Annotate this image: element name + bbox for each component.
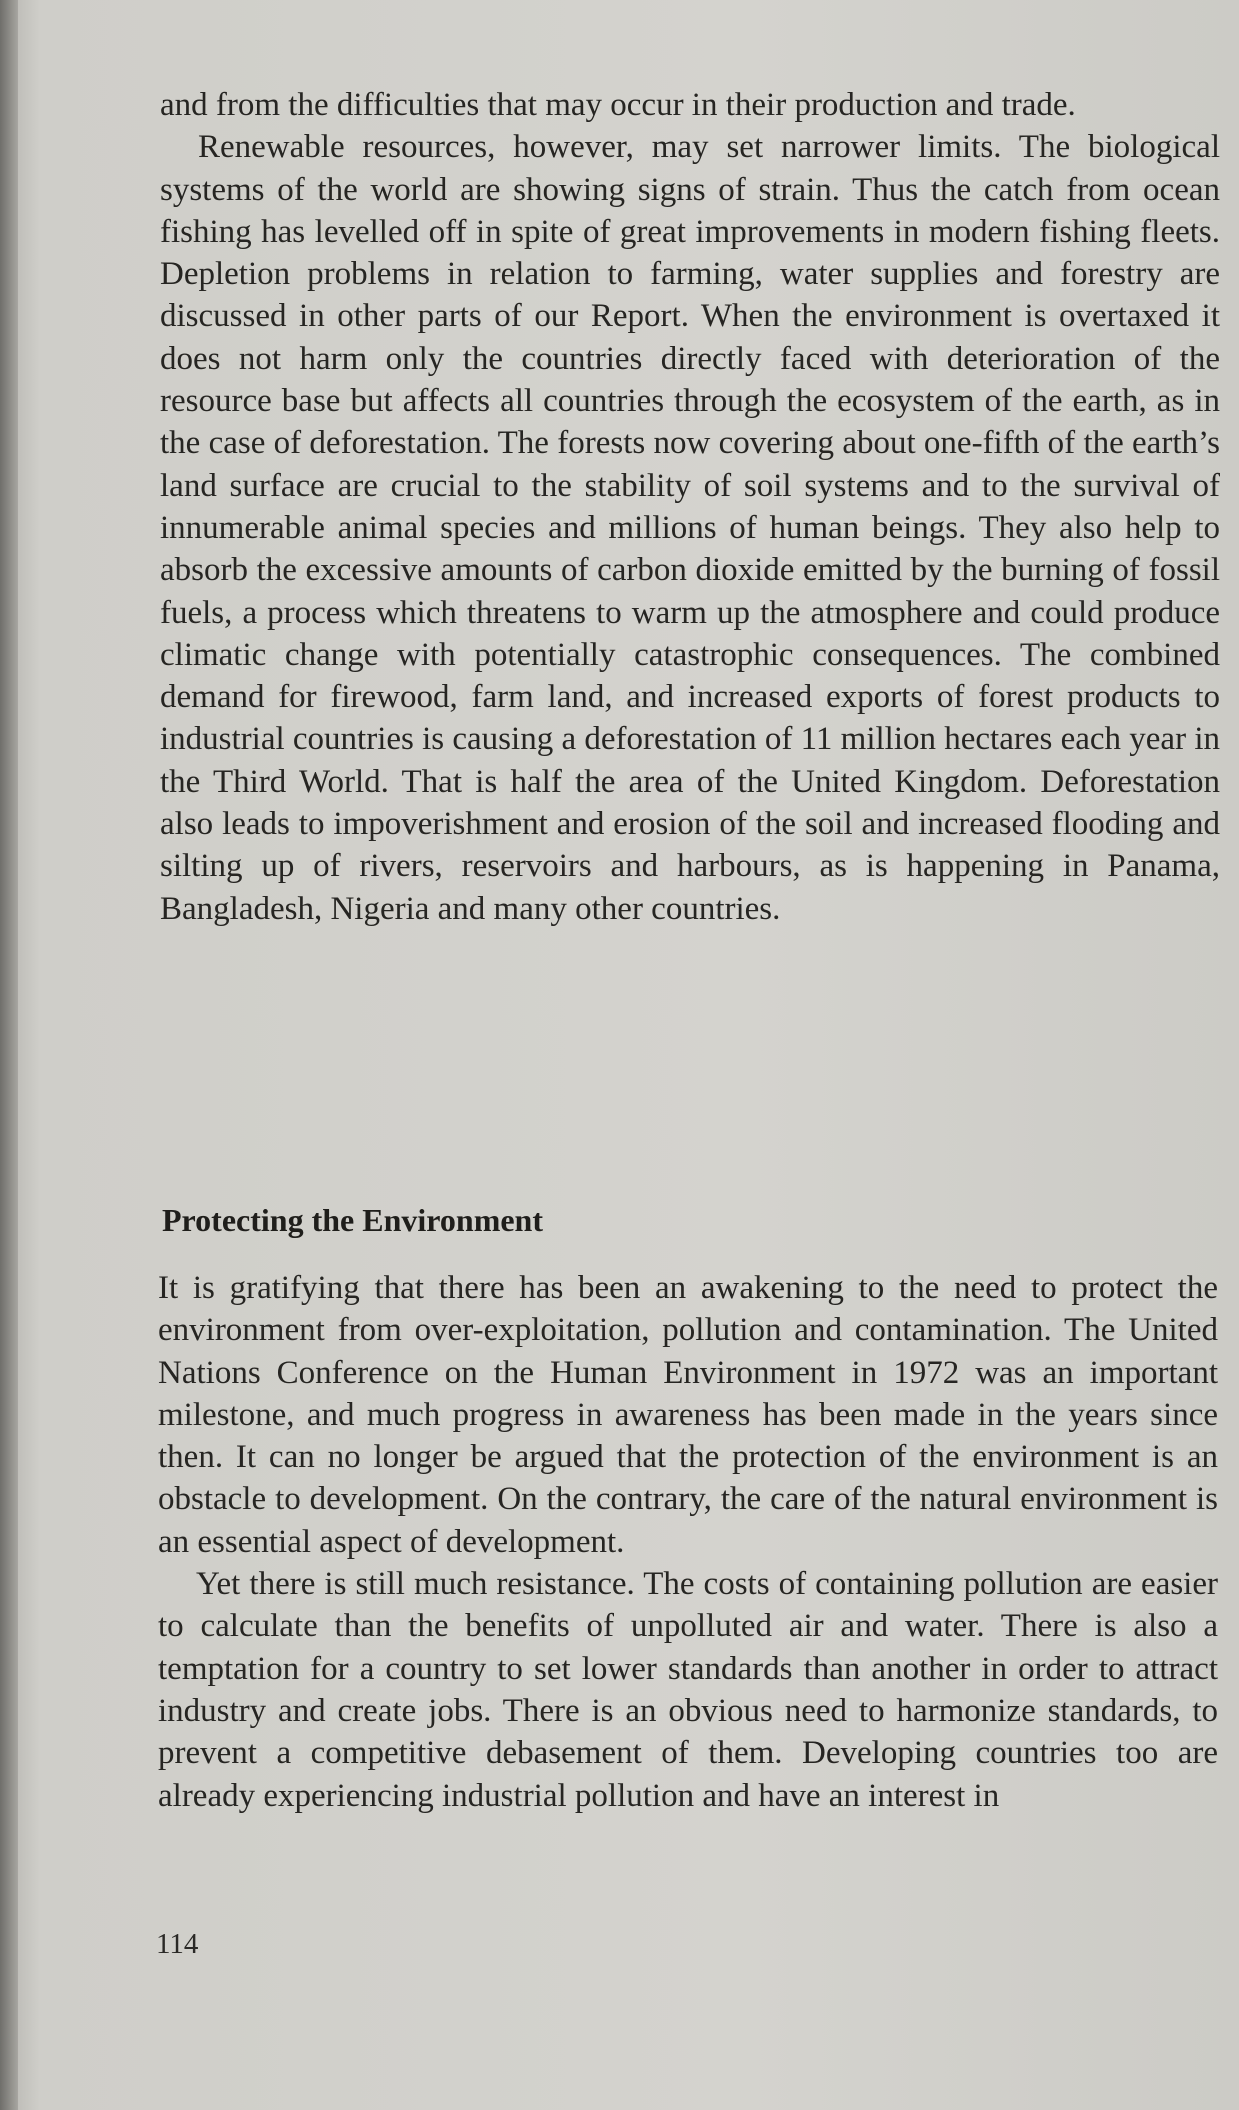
paragraph-continuation: and from the difficulties that may occur in their production and trade. [160,87,1076,123]
top-text-block [160,84,1220,930]
bottom-text-block [158,1267,1218,1817]
section-heading: Protecting the Environment [162,1202,543,1238]
page-number: 114 [156,1928,199,1960]
paragraph-renewable-resources: Renewable resources, however, may set narrower limits. The biological systems of the world are showing signs of strain. Thus the catch from ocean fishing has levelled off in spite of great improvements in modern fishing fleets. Depletion problems in relation to farming, water supplies and forestry are discussed in other parts of our Report. When the environment is overtaxed it does not harm only the countries directly faced with deterioration of the resource base but affects all countries through the ecosystem of the earth, as in the case of deforestation. The forests now covering about one-fifth of the earth’s land surface are crucial to the stability of soil systems and to the survival of innumerable animal species and millions of human beings. They also help to absorb the excessive amounts of carbon dioxide emitted by the burning of fossil fuels, a process which threatens to warm up the atmosphere and could produce climatic change with potentially catastrophic consequences. The combined demand for firewood, farm land, and increased exports of forest products to industrial countries is causing a deforestation of 11 million hectares each year in the Third World. That is half the area of the United Kingdom. Deforestation also leads to impoverishment and erosion of the soil and increased flooding and silting up of rivers, reservoirs and harbours, as is happening in Panama, Bangladesh, Nigeria and many other countries. [160,129,1220,927]
paragraph-resistance: Yet there is still much resistance. The costs of containing pollution are easier to calculate than the benefits of unpolluted air and water. There is also a temptation for a country to set lower standards than another in order to attract industry and create jobs. There is an obvious need to harmonize standards, to prevent a competitive debasement of them. Developing countries too are already experiencing industrial pollution and have an interest in [158,1566,1218,1814]
book-spine-shadow [0,0,18,2110]
paragraph-gratifying: It is gratifying that there has been an awakening to the need to protect the environment from over-exploitation, pollution and contamination. The United Nations Conference on the Human Environment in 1972 was an important milestone, and much progress in awareness has been made in the years since then. It can no longer be argued that the protection of the environment is an obstacle to development. On the contrary, the care of the natural environment is an essential aspect of development. [158,1270,1218,1560]
